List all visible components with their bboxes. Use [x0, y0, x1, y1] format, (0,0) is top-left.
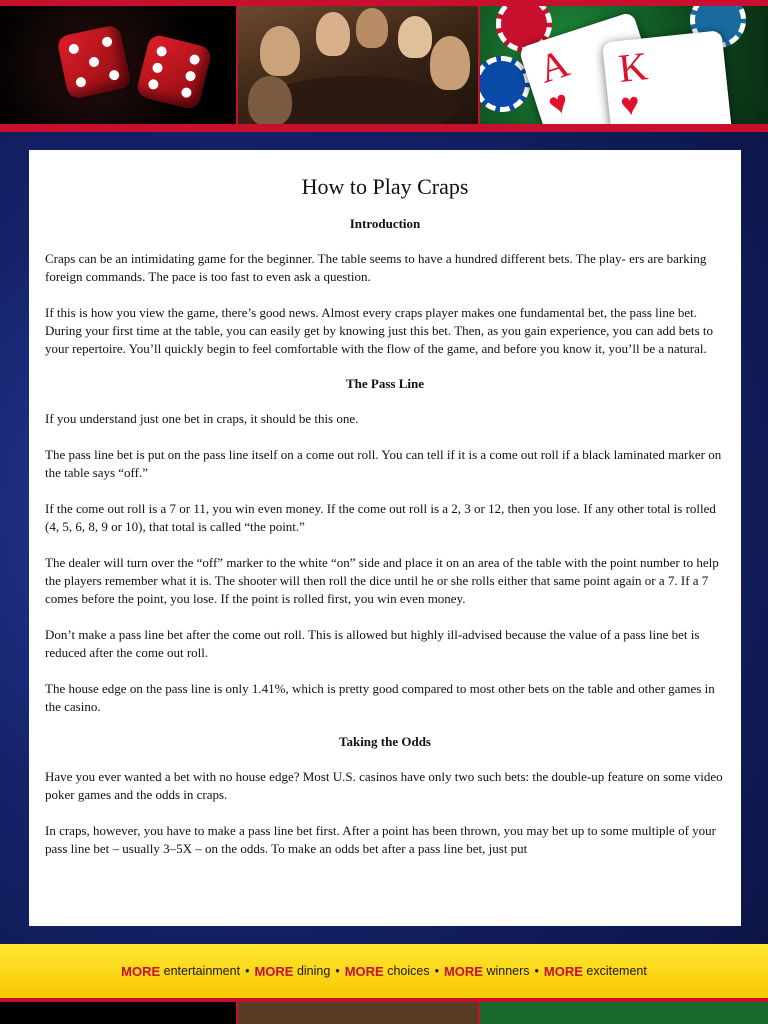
- page-title: How to Play Craps: [301, 174, 469, 199]
- bullet-separator: •: [434, 964, 439, 978]
- paragraph: If this is how you view the game, there’s good news. Almost every craps player makes one fundamental bet, the pass line bet. During your first time at the table, you can easily get by knowing just this bet. Then, as you gain experience, you can add bets to your repertoire. You’ll quickly begin to feel comfortable with the flow of the game, and before you know it, you’ll be a natural.: [45, 305, 714, 356]
- dice-photo: [0, 6, 236, 124]
- more-word: MORE: [443, 963, 483, 979]
- slogan-item: choices: [387, 964, 430, 978]
- paragraph: Don’t make a pass line bet after the come out roll. This is allowed but highly ill-advised because the value of a pass line bet is reduced after the come out roll.: [45, 627, 700, 660]
- more-word: MORE: [254, 963, 294, 979]
- bullet-separator: •: [534, 964, 539, 978]
- paragraph: If you understand just one bet in craps, it should be this one.: [45, 411, 359, 426]
- paragraph: The house edge on the pass line is only 1.41%, which is pretty good compared to most other bets on the table and other games in the casino.: [45, 681, 715, 714]
- bottom-photo-strip: [0, 998, 768, 1024]
- slogan-item: dining: [296, 964, 331, 978]
- casino-players-photo: [238, 6, 478, 124]
- section-heading-introduction: Introduction: [349, 216, 421, 231]
- section-heading-pass-line: The Pass Line: [345, 376, 424, 391]
- bullet-separator: •: [245, 964, 250, 978]
- paragraph: Have you ever wanted a bet with no house edge? Most U.S. casinos have only two such bets: the double-up feature on some video poker games and the odds in craps.: [45, 769, 723, 802]
- bullet-separator: •: [335, 964, 340, 978]
- slogan-item: entertainment: [163, 964, 241, 978]
- more-word: MORE: [121, 963, 161, 979]
- die-left: [56, 24, 132, 100]
- slogan-item: winners: [486, 964, 530, 978]
- die-right: [135, 33, 213, 111]
- slogan-item: excitement: [586, 964, 647, 978]
- paragraph: The pass line bet is put on the pass line itself on a come out roll. You can tell if it is a come out roll if a black laminated marker on the table says “off.”: [45, 447, 722, 480]
- more-word: MORE: [543, 963, 583, 979]
- document-panel: [29, 150, 741, 926]
- paragraph: In craps, however, you have to make a pass line bet first. After a point has been thrown, you may bet up to some multiple of your pass line bet – usually 3–5X – on the odds. To make an odds bet after a pass line bet, just put: [45, 823, 716, 856]
- king-of-hearts-card: K ♥: [602, 30, 738, 124]
- paragraph: The dealer will turn over the “off” marker to the white “on” side and place it on an area of the table with the point number to help the players remember what it is. The shooter will then roll the dice until he or she rolls either that same point again or a 7. If a 7 comes before the point, you lose. If the point is rolled first, you win even money.: [45, 555, 719, 606]
- ace-of-hearts-card: A ♥: [518, 11, 682, 124]
- header-banner: [0, 0, 768, 132]
- playing-cards-photo: [480, 6, 768, 124]
- section-heading-taking-odds: Taking the Odds: [338, 734, 431, 749]
- paragraph: Craps can be an intimidating game for the beginner. The table seems to have a hundred different bets. The play- ers are barking foreign commands. The pace is too fast to even ask a question.: [45, 251, 707, 284]
- more-word: MORE: [344, 963, 384, 979]
- slogan-bar: [0, 944, 768, 998]
- paragraph: If the come out roll is a 7 or 11, you win even money. If the come out roll is a 2, 3 or 12, then you lose. If any other total is rolled (4, 5, 6, 8, 9 or 10), that total is called “the point.”: [45, 501, 716, 534]
